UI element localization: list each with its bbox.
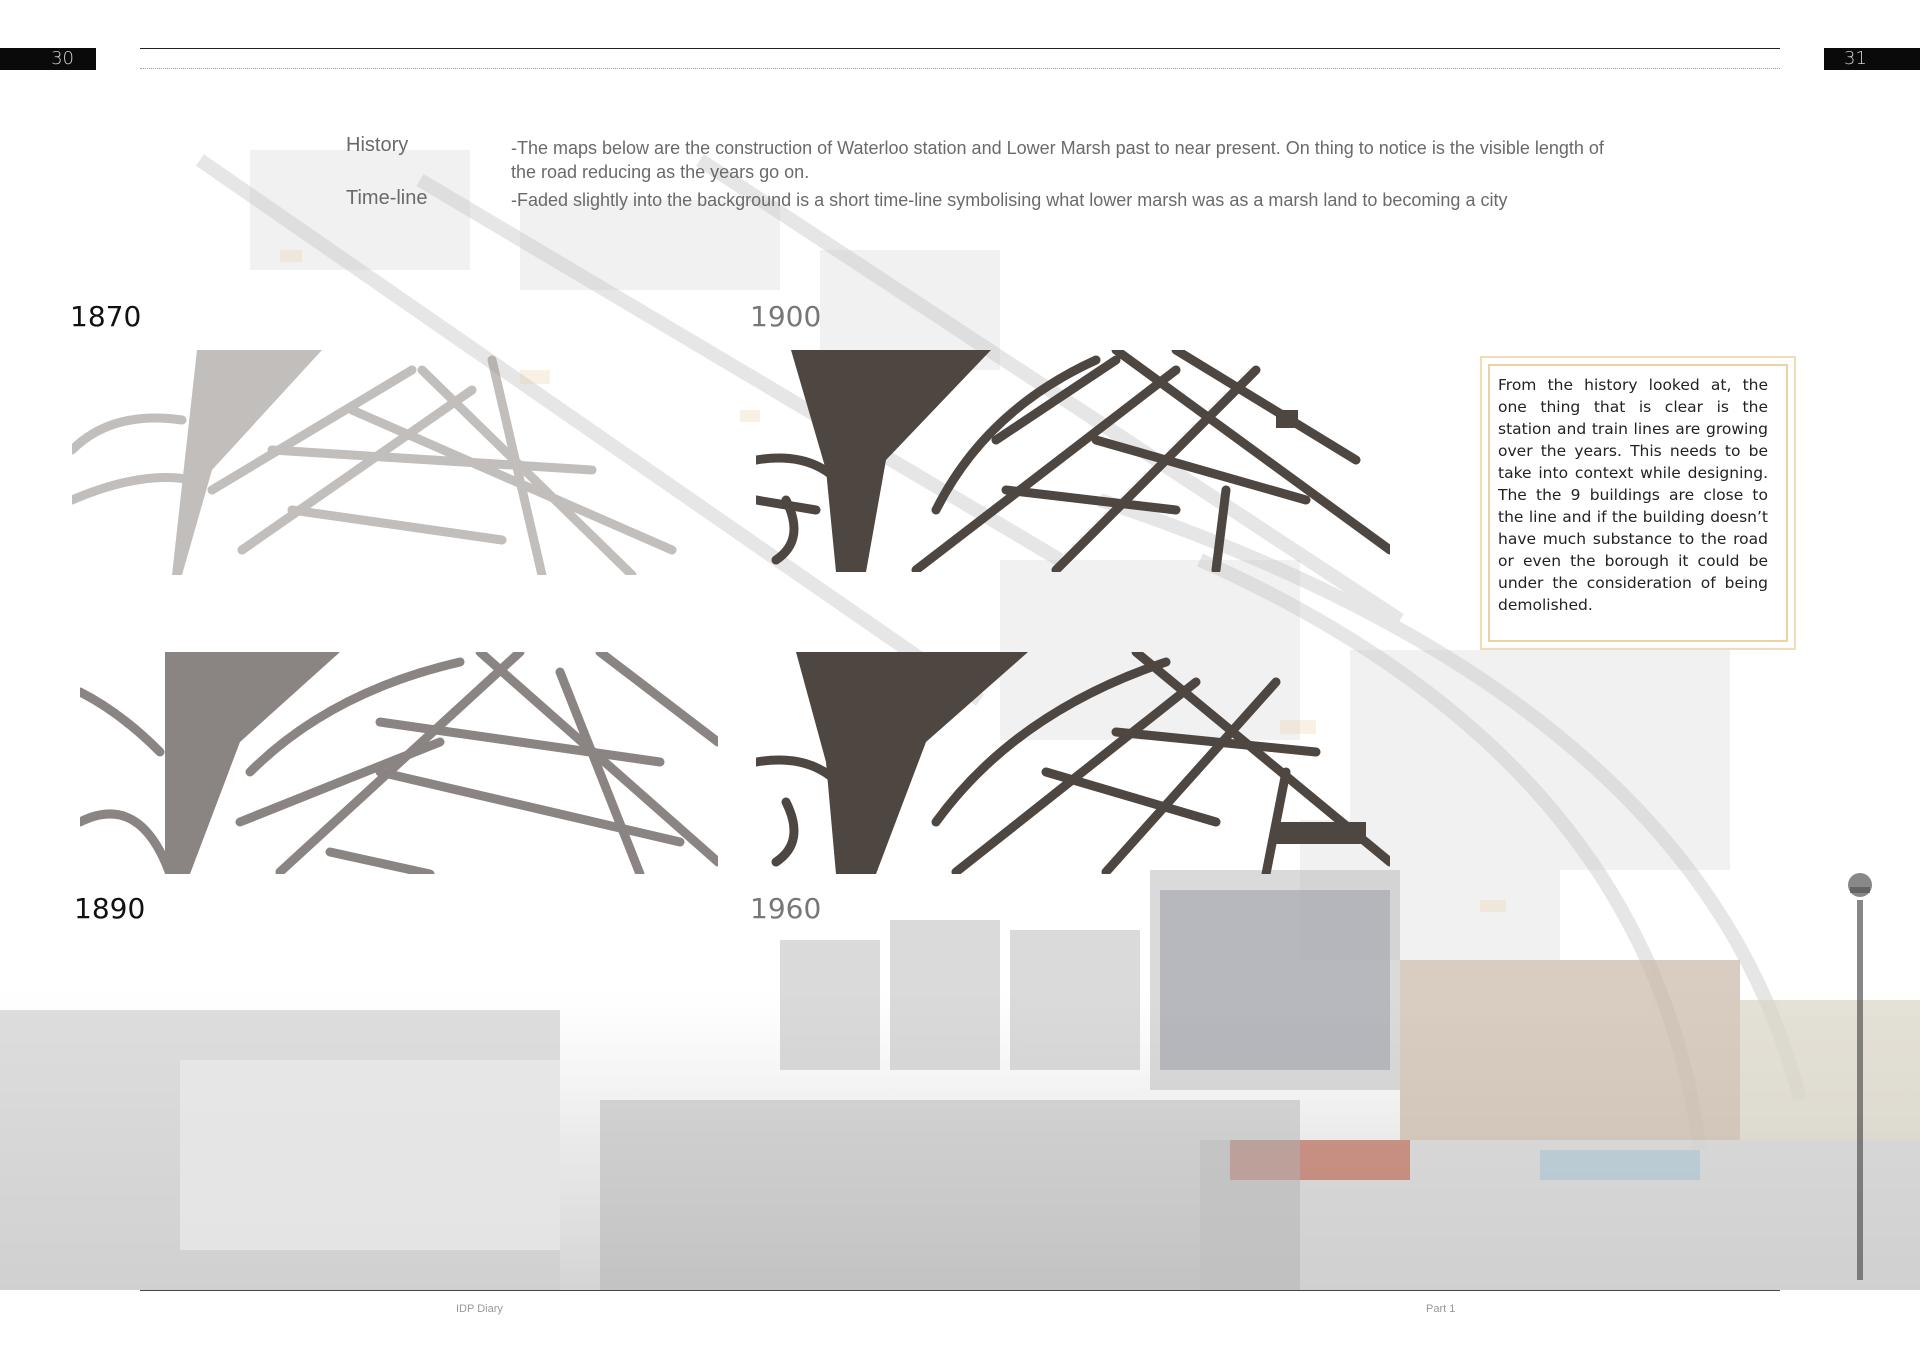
map-1890 [80, 652, 718, 874]
map-1870 [72, 350, 702, 575]
map-1900 [756, 350, 1390, 572]
timeline-text: -Faded slightly into the background is a short time-line symbolising what lower marsh was as a marsh land to becoming a city [511, 190, 1508, 210]
map-1960 [756, 652, 1390, 874]
timeline-label: Time-line [346, 187, 428, 209]
footer-rule [140, 1290, 1780, 1291]
school-label: a Primary School [805, 895, 912, 911]
right-page-number: 31 [1824, 48, 1920, 70]
left-page-number: 30 [0, 48, 96, 70]
history-label: History [346, 134, 409, 156]
year-label-1890: 1890 [74, 892, 146, 925]
note-text: From the history looked at, the one thing that is clear is the station and train lines are growing over the years. This needs to be take into context while designing. The the 9 buildings are close to the line and if the building doesn’t have much substance to the road or even the borough it could be under the consideration of being demolished. [1498, 376, 1768, 614]
footer-left-label: IDP Diary [456, 1303, 503, 1315]
year-label-1960: 1960 [750, 892, 822, 925]
conclusion-note [1480, 356, 1796, 650]
year-label-1870: 1870 [70, 300, 142, 333]
street-label: Baylis Rd [353, 948, 415, 988]
year-label-1900: 1900 [750, 300, 822, 333]
history-text: -The maps below are the construction of Waterloo station and Lower Marsh past to near present. On thing to notice is the visible length of the road reducing as the years go on. [511, 138, 1604, 182]
footer-right-label: Part 1 [1426, 1303, 1456, 1315]
